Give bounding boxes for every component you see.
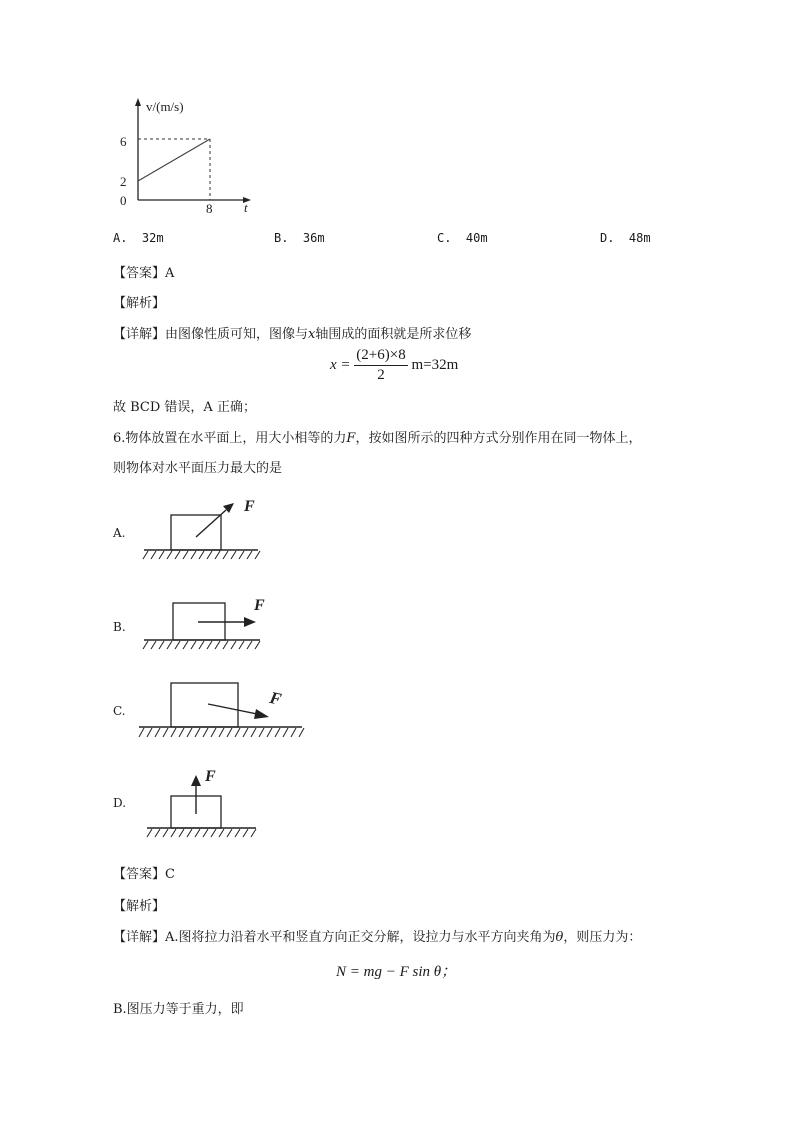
y-axis-label: v/(m/s) (146, 99, 184, 114)
ground-hatching (143, 551, 260, 559)
option-value: 40m (465, 231, 488, 245)
vt-graph (120, 96, 260, 218)
q6-option-d-label: D. (113, 796, 127, 810)
detail-text: 由图像性质可知，图像与 (165, 327, 309, 342)
q5-option-a (113, 231, 164, 245)
x-axis-label: t (244, 200, 248, 215)
q5-answer (113, 262, 174, 281)
option-value: 36m (302, 231, 325, 245)
q6-formula: N = mg − F sin θ； (336, 964, 457, 980)
fraction-numerator: (2+6)×8 (354, 347, 407, 366)
q6-analysis-tag: 【解析】 (113, 899, 166, 914)
q6-detail (113, 926, 641, 945)
detail-theta: θ (555, 930, 564, 945)
option-label: C. (437, 231, 452, 245)
formula-fraction (354, 347, 407, 384)
q6-stem-line1 (113, 427, 641, 446)
force-arrowhead (244, 617, 256, 627)
q5-analysis-tag: 【解析】 (113, 296, 166, 311)
q5-option-b (274, 231, 325, 245)
detail-text: 轴围成的面积就是所求位移 (315, 327, 472, 342)
q5-option-c (437, 231, 488, 245)
x-tick-8: 8 (206, 201, 213, 216)
answer-value: C (165, 867, 175, 882)
force-label: F (244, 498, 255, 515)
formula-rhs: m=32m (411, 356, 459, 373)
detail-text: ，则压力为： (563, 930, 642, 945)
option-label: D. (600, 231, 615, 245)
stem-text: ，按如图所示的四种方式分别作用在同一物体上， (355, 431, 642, 446)
stem-text: 6.物体放置在水平面上，用大小相等的力 (113, 431, 347, 446)
answer-tag: 【答案】 (113, 867, 166, 882)
detail-var: x (308, 327, 316, 342)
force-label: F (268, 687, 284, 709)
answer-tag: 【答案】 (113, 266, 166, 281)
fraction-denominator: 2 (377, 367, 385, 383)
q6-option-c-label: C. (113, 704, 126, 718)
option-value: 32m (141, 231, 164, 245)
force-label: F (205, 768, 216, 785)
q6-b-line: B.图压力等于重力，即 (113, 1002, 244, 1017)
detail-text: A.图将拉力沿着水平和竖直方向正交分解，设拉力与水平方向夹角为 (165, 930, 556, 945)
force-arrowhead (254, 709, 269, 719)
option-value: 48m (628, 231, 651, 245)
q5-detail (113, 323, 471, 342)
detail-tag: 【详解】 (113, 930, 166, 945)
block (171, 515, 221, 550)
force-arrowhead (191, 775, 201, 786)
velocity-line (138, 139, 210, 181)
option-label: B. (274, 231, 289, 245)
q6-answer (113, 863, 175, 882)
y-tick-6: 6 (120, 134, 127, 149)
detail-tag: 【详解】 (113, 327, 166, 342)
q6-option-b-label: B. (113, 620, 126, 634)
answer-value: A (165, 266, 175, 281)
ground-hatching (143, 641, 260, 649)
origin-label: 0 (120, 193, 127, 208)
q5-conclusion: 故 BCD 错误，A 正确； (113, 400, 256, 415)
option-label: A. (113, 231, 128, 245)
block (171, 683, 238, 727)
q6-option-a-label: A. (113, 526, 126, 540)
ground-hatching (147, 829, 256, 837)
ground-hatching (139, 728, 304, 737)
force-label: F (254, 597, 265, 614)
q6-stem-line2: 则物体对水平面压力最大的是 (113, 461, 283, 476)
q6-figure-b (140, 590, 270, 660)
q5-option-d (600, 231, 651, 245)
y-axis-arrow (135, 98, 141, 106)
q6-figure-d (144, 764, 264, 844)
formula-lhs: x = (330, 356, 351, 373)
y-tick-2: 2 (120, 174, 127, 189)
q6-figure-a (140, 493, 270, 563)
stem-force-var: F (346, 431, 356, 446)
q5-formula (330, 347, 458, 384)
q6-figure-c (136, 676, 306, 746)
